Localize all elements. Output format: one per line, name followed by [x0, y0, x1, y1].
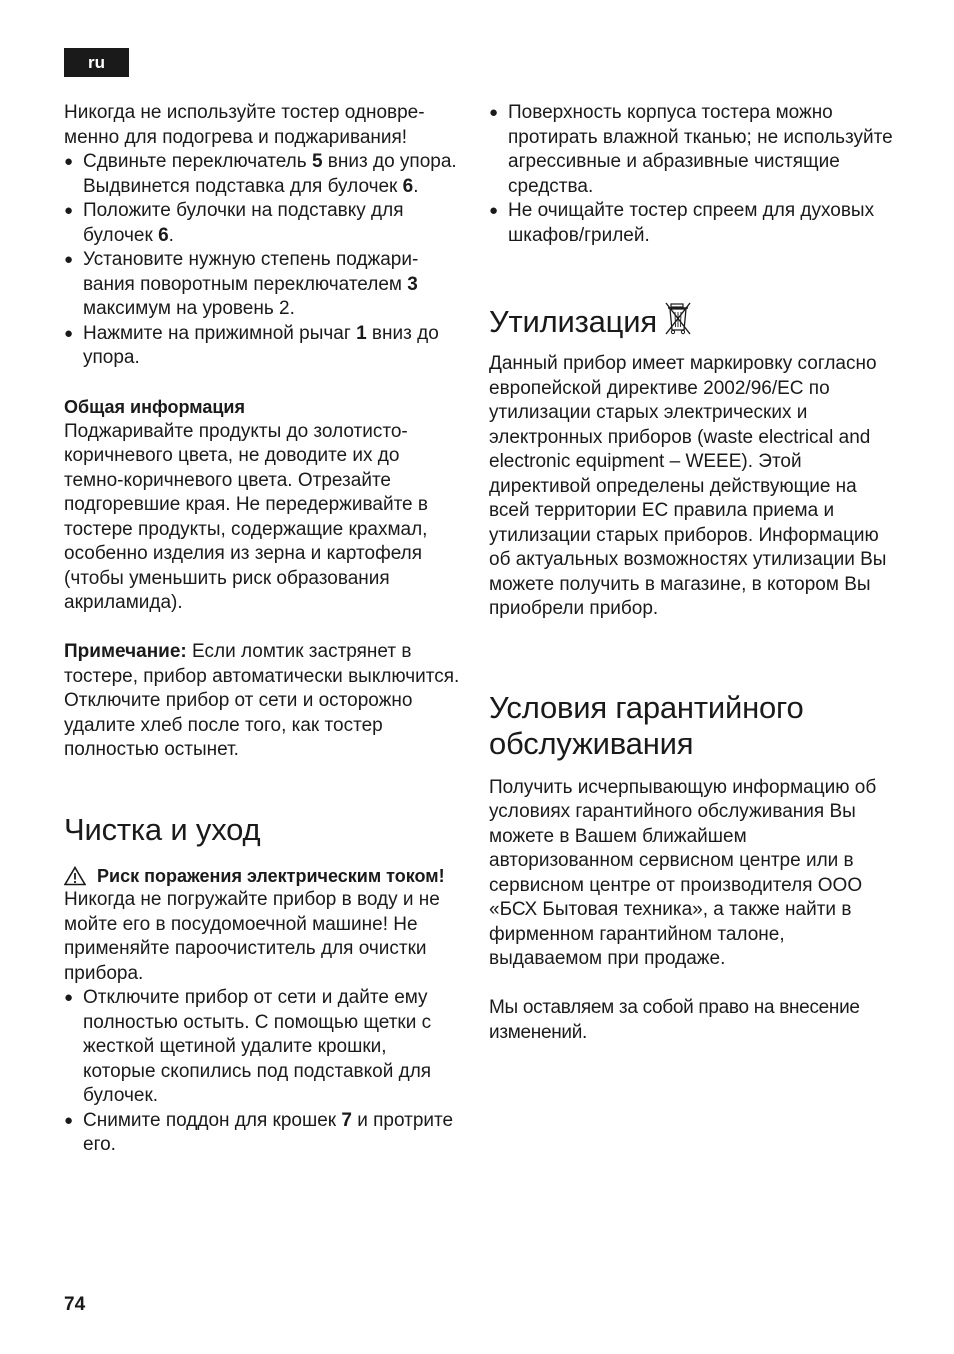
- list-item: ● Сдвиньте переключатель 5 вниз до упора. Выдвинется подставка для булочек 6.: [64, 150, 464, 199]
- list-item: ● Не очищайте тостер спреем для духовых шкафов/грилей.: [489, 199, 894, 248]
- shock-warning: Риск поражения электрическим током!: [64, 864, 464, 889]
- cleaning-title: Чистка и уход: [64, 811, 261, 847]
- cleaning-text: Никогда не погружайте прибор в воду и не мойте его в посудомоечной машине! Не применяйте пароочиститель для очистки прибора.: [64, 889, 440, 984]
- care-steps: [489, 101, 894, 248]
- list-item: ● Поверхность корпуса тостера можно протирать влажной тканью; не используйте агрессивные и абразивные чистящие средства.: [489, 101, 894, 199]
- note-paragraph: Примечание: Если ломтик застрянет в тостере, прибор автоматически выключится. Отключите прибор от сети и осторожно удалите хлеб после того, как тостер полностью остынет.: [64, 641, 460, 760]
- page-number: 74: [64, 1294, 86, 1315]
- list-item: ● Нажмите на прижимной рычаг 1 вниз до упора.: [64, 322, 464, 371]
- disposal-title: Утилизация: [489, 300, 894, 340]
- warranty-title: Условия гарантийного обслуживания: [489, 689, 804, 761]
- right-column: [489, 101, 894, 1045]
- list-item: ● Отключите прибор от сети и дайте ему полностью остыть. С помощью щетки с жесткой щетиной удалите крошки, которые скопились под подставкой для булочек.: [64, 986, 464, 1109]
- rights-reserved: Мы оставляем за собой право на внесение изменений.: [489, 997, 860, 1043]
- general-info-heading: Общая информация: [64, 397, 245, 417]
- weee-bin-icon: [663, 300, 693, 336]
- warning-triangle-icon: [64, 866, 86, 886]
- language-tab: ru: [64, 48, 129, 77]
- list-item: ● Установите нужную степень поджари-вания поворотным переключателем 3 максимум на уровень 2.: [64, 248, 464, 322]
- intro-warning: Никогда не используйте тостер одновре-менно для подогрева и поджаривания!: [64, 102, 425, 148]
- list-item: ● Положите булочки на подставку для булочек 6.: [64, 199, 464, 248]
- note-label: Примечание:: [64, 641, 187, 662]
- list-item: ● Снимите поддон для крошек 7 и протрите его.: [64, 1109, 464, 1158]
- usage-steps: [64, 150, 464, 371]
- general-info-text: Поджаривайте продукты до золотисто-коричневого цвета, не доводите их до темно-коричневого цвета. Отрезайте подгоревшие края. Не передерживайте в тостере продукты, содержащие крахмал, особенно изделия из зерна и картофеля (чтобы уменьшить риск образования акриламида).: [64, 420, 428, 613]
- left-column: [64, 101, 464, 1158]
- disposal-text: Данный прибор имеет маркировку согласно европейской директиве 2002/96/ЕС по утилизации старых электрических и электронных приборов (waste electrical and electronic equipment – WEEE). Этой директивой определены действующие на всей территории ЕС правила приема и утилизации старых приборов. Информацию об актуальных возможностях утилизации Вы можете получить в магазине, в котором Вы приобрели прибор.: [489, 353, 887, 619]
- cleaning-steps: [64, 986, 464, 1158]
- warranty-text: Получить исчерпывающую информацию об условиях гарантийного обслуживания Вы можете в Вашем ближайшем авторизованном сервисном центре или в сервисном центре от производителя ООО «БСХ Бытовая техника», а также найти в фирменном гарантийном талоне, выдаваемом при продаже.: [489, 776, 877, 969]
